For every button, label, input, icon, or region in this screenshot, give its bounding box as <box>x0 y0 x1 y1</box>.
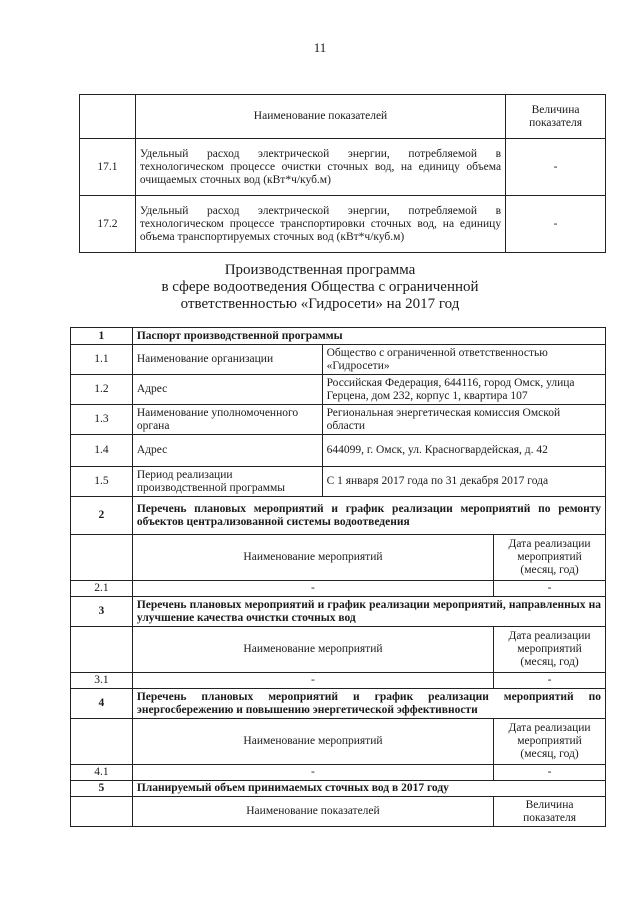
table-row <box>71 467 606 497</box>
row-num: 1.3 <box>71 405 133 435</box>
row-name: - <box>132 673 493 689</box>
section-num: 1 <box>71 328 133 345</box>
section-num: 2 <box>71 497 133 535</box>
program-table <box>70 327 606 827</box>
table-row <box>71 581 606 597</box>
program-title <box>0 262 640 313</box>
row-value: Региональная энергетическая комиссия Омской области <box>322 405 605 435</box>
row-num: 17.1 <box>80 139 136 196</box>
row-value: Российская Федерация, 644116, город Омск, улица Герцена, дом 232, корпус 1, квартира 107 <box>322 375 605 405</box>
section-num: 4 <box>71 689 133 719</box>
row-value: Общество с ограниченной ответственностью «Гидросети» <box>322 345 605 375</box>
col-name-header: Наименование показателей <box>132 797 493 827</box>
col-name-header: Наименование мероприятий <box>132 535 493 581</box>
row-num: 1.5 <box>71 467 133 497</box>
row-value: - <box>506 139 606 196</box>
section-header-row <box>71 781 606 797</box>
section-header-row <box>71 597 606 627</box>
column-header-row <box>71 535 606 581</box>
table-row <box>80 139 606 196</box>
section-title: Перечень плановых мероприятий и график реализации мероприятий по энергосбережению и повышению энергетической эффективности <box>132 689 605 719</box>
section-num: 5 <box>71 781 133 797</box>
row-name: - <box>132 765 493 781</box>
header-name-cell: Наименование показателей <box>135 95 505 139</box>
col-value-header: Величина показателя <box>494 797 606 827</box>
row-value: - <box>506 196 606 253</box>
row-value: 644099, г. Омск, ул. Красногвардейская, д. 42 <box>322 435 605 467</box>
table-row <box>71 673 606 689</box>
row-text: Удельный расход электрической энергии, потребляемой в технологическом процессе очистки сточных вод, на единицу объема очищаемых сточных вод (кВт*ч/куб.м) <box>135 139 505 196</box>
section-title: Планируемый объем принимаемых сточных вод в 2017 году <box>132 781 605 797</box>
row-label: Наименование организации <box>132 345 322 375</box>
section-header-row <box>71 689 606 719</box>
table-row <box>71 375 606 405</box>
row-date: - <box>494 673 606 689</box>
indicators-table <box>79 94 606 253</box>
page-number: 11 <box>313 40 327 55</box>
row-label: Адрес <box>132 375 322 405</box>
row-date: - <box>494 765 606 781</box>
col-date-header: Дата реализации мероприятий (месяц, год) <box>494 535 606 581</box>
col-name-header: Наименование мероприятий <box>132 719 493 765</box>
row-text: Удельный расход электрической энергии, потребляемой в технологическом процессе транспортировки сточных вод, на единицу объема транспортируемых сточных вод (кВт*ч/куб.м) <box>135 196 505 253</box>
row-num: 4.1 <box>71 765 133 781</box>
program-title-line3: ответственностью «Гидросети» на 2017 год <box>180 296 460 312</box>
row-num: 1.2 <box>71 375 133 405</box>
header-value-cell: Величина показателя <box>506 95 606 139</box>
table-row <box>71 435 606 467</box>
section-title: Паспорт производственной программы <box>132 328 605 345</box>
row-num: 17.2 <box>80 196 136 253</box>
program-title-line2: в сфере водоотведения Общества с ограниченной <box>161 279 479 295</box>
row-date: - <box>494 581 606 597</box>
section-title: Перечень плановых мероприятий и график реализации мероприятий по ремонту объектов централизованной системы водоотведения <box>132 497 605 535</box>
row-value: С 1 января 2017 года по 31 декабря 2017 года <box>322 467 605 497</box>
section-title: Перечень плановых мероприятий и график реализации мероприятий, направленных на улучшение качества очистки сточных вод <box>132 597 605 627</box>
table-row <box>71 405 606 435</box>
empty-cell <box>71 719 133 765</box>
row-num: 2.1 <box>71 581 133 597</box>
table-header-row <box>80 95 606 139</box>
empty-cell <box>71 797 133 827</box>
program-title-line1: Производственная программа <box>224 262 416 278</box>
table-row <box>80 196 606 253</box>
col-date-header: Дата реализации мероприятий (месяц, год) <box>494 627 606 673</box>
row-label: Адрес <box>132 435 322 467</box>
section-header-row <box>71 497 606 535</box>
row-num: 3.1 <box>71 673 133 689</box>
empty-cell <box>71 627 133 673</box>
table-row <box>71 345 606 375</box>
row-label: Период реализации производственной программы <box>132 467 322 497</box>
header-num-cell <box>80 95 136 139</box>
table-row <box>71 765 606 781</box>
col-date-header: Дата реализации мероприятий (месяц, год) <box>494 719 606 765</box>
column-header-row <box>71 797 606 827</box>
column-header-row <box>71 627 606 673</box>
row-num: 1.1 <box>71 345 133 375</box>
column-header-row <box>71 719 606 765</box>
empty-cell <box>71 535 133 581</box>
row-num: 1.4 <box>71 435 133 467</box>
row-label: Наименование уполномоченного органа <box>132 405 322 435</box>
col-name-header: Наименование мероприятий <box>132 627 493 673</box>
section-header-row <box>71 328 606 345</box>
section-num: 3 <box>71 597 133 627</box>
row-name: - <box>132 581 493 597</box>
